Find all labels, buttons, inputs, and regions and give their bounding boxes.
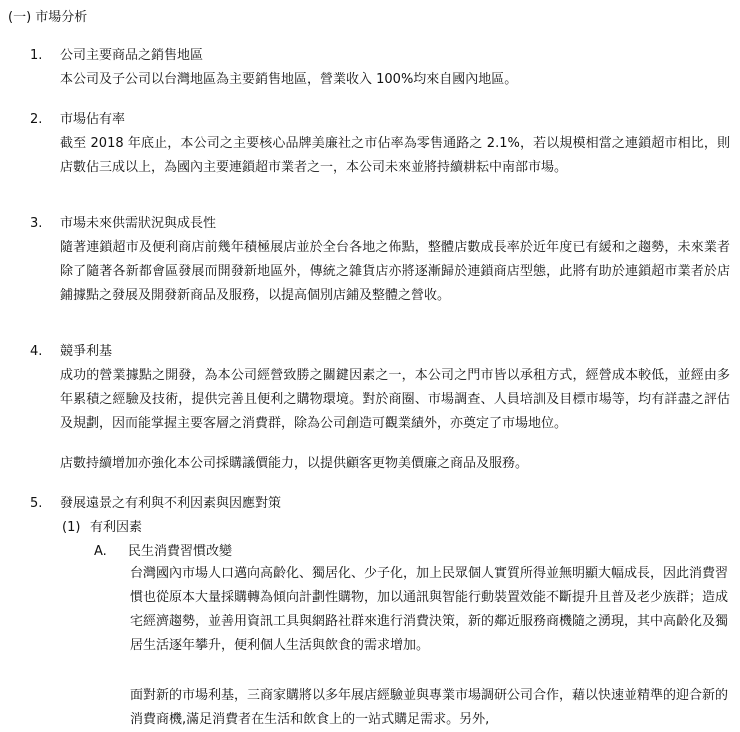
subsub-paragraph-1: 台灣國內市場人口邁向高齡化、獨居化、少子化，加上民眾個人實質所得並無明顯大幅成長，因此消費習慣也從原本大量採購轉為傾向計劃性購物，加以通訊與智能行動裝置效能不斷提升且普及老少族群；造成宅經濟趨勢，並善用資訊工具與網路社群來進行消費決策，新的鄰近服務商機隨之湧現，其中高齡化及獨居生活逐年攀升，便利個人生活與飲食的需求增加。: [130, 566, 729, 653]
item-number: 3.: [30, 216, 43, 231]
sub-item-title: 有利因素: [90, 520, 143, 535]
item-3-paragraph: 隨著連鎖超市及便利商店前幾年積極展店並於全台各地之佈點，整體店數成長率於近年度已有緩和之趨勢，未來業者除了隨著各新都會區發展而開發新地區外，傳統之雜貨店亦將逐漸歸於連鎖商店型態，此將有助於連鎖超市業者於店鋪據點之發展及開發新商品及服務，以提高個別店鋪及整體之營收。: [60, 240, 730, 303]
item-4-paragraph-1: 成功的營業據點之開發，為本公司經營致勝之關鍵因素之一，本公司之門市皆以承租方式，經營成本較低，並經由多年累積之經驗及技術，提供完善且便利之購物環境。對於商圈、市場調查、人員培訓及目標市場等，均有詳盡之評估及規劃，因而能掌握主要客層之消費群，除為公司創造可觀業績外，亦奠定了市場地位。: [60, 368, 730, 431]
item-number: 5.: [30, 496, 43, 511]
subsub-item-number: A.: [94, 544, 107, 559]
item-1-paragraph: 本公司及子公司以台灣地區為主要銷售地區，營業收入 100%均來自國內地區。: [60, 72, 518, 87]
subsub-paragraph-2: 面對新的市場利基，三商家購將以多年展店經驗並與專業市場調研公司合作，藉以快速並精準的迎合新的消費商機,滿足消費者在生活和飲食上的一站式購足需求。另外,: [130, 688, 729, 727]
subsub-item-title: 民生消費習慣改變: [128, 544, 233, 559]
item-4-paragraph-2: 店數持續增加亦強化本公司採購議價能力，以提供顧客更物美價廉之商品及服務。: [60, 456, 529, 471]
item-title: 公司主要商品之銷售地區: [60, 48, 204, 63]
item-2-paragraph: 截至 2018 年底止，本公司之主要核心品牌美廉社之市佔率為零售通路之 2.1%，若以規模相當之連鎖超市相比，則店數佔三成以上，為國內主要連鎖超市業者之一，本公司未來並將持續耕耘中南部市場。: [60, 136, 730, 175]
item-title: 市場未來供需狀況與成長性: [60, 216, 217, 231]
item-number: 1.: [30, 48, 43, 63]
item-title: 市場佔有率: [60, 112, 126, 127]
item-number: 2.: [30, 112, 43, 127]
sub-item-number: (1): [62, 520, 81, 535]
item-number: 4.: [30, 344, 43, 359]
item-title: 競爭利基: [60, 344, 113, 359]
item-title: 發展遠景之有利與不利因素與因應對策: [60, 496, 282, 511]
section-heading: (一) 市場分析: [8, 10, 88, 25]
